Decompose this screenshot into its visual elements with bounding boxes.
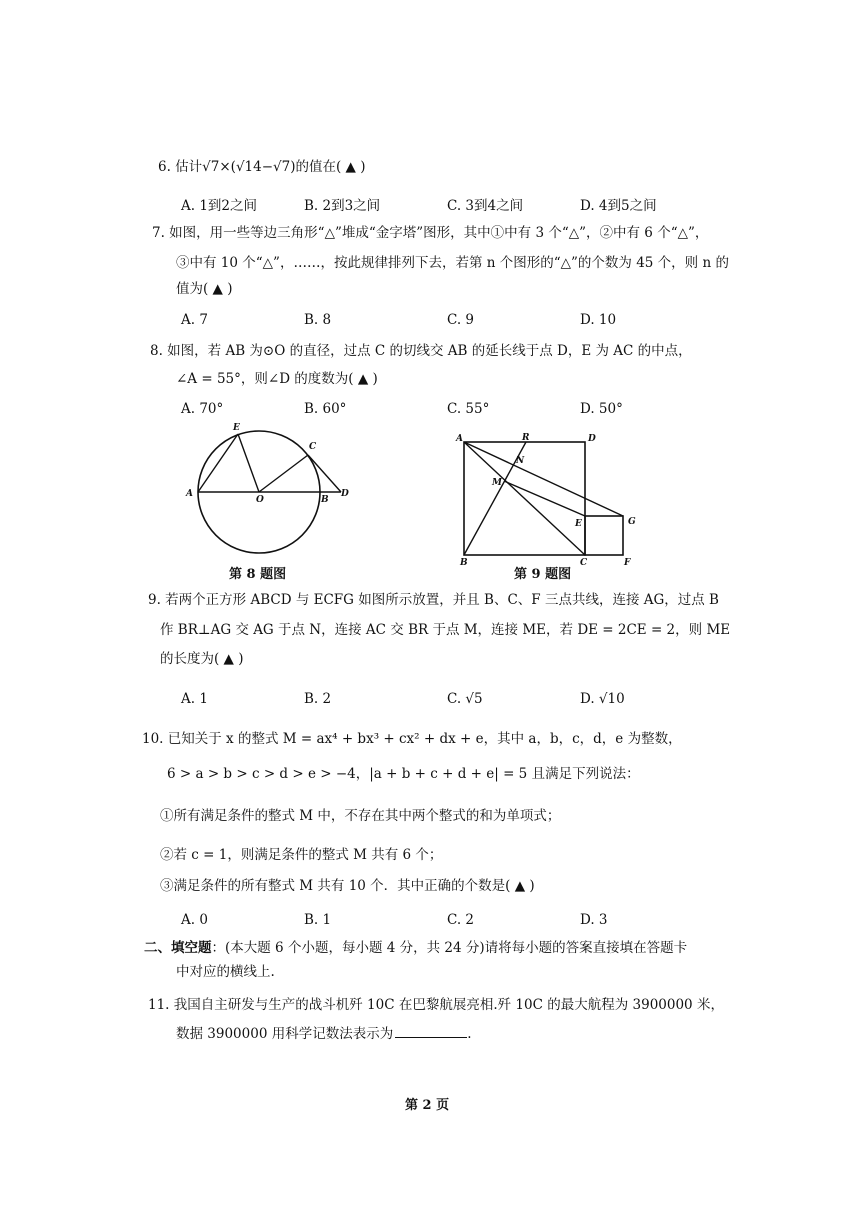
q10-option-d: D. 3 bbox=[580, 912, 608, 928]
line-me bbox=[504, 481, 585, 516]
q9-line-3: 的长度为( ▲ ) bbox=[160, 651, 244, 667]
q7-line-3: 值为( ▲ ) bbox=[176, 281, 233, 297]
label-r: R bbox=[522, 433, 530, 443]
q7-line-2: ③中有 10 个“△”，……，按此规律排列下去，若第 n 个图形的“△”的个数为 45 个，则 n 的 bbox=[176, 255, 729, 271]
q9-line-1: 9. 若两个正方形 ABCD 与 ECFG 如图所示放置，并且 B、C、F 三点共线，连接 AG，过点 B bbox=[148, 592, 719, 608]
radius-oe bbox=[238, 434, 259, 492]
label-m: M bbox=[492, 478, 502, 488]
q10-statement-3: ③满足条件的所有整式 M 共有 10 个．其中正确的个数是( ▲ ) bbox=[160, 878, 535, 894]
label-n: N bbox=[516, 456, 525, 466]
line-ag bbox=[464, 442, 623, 516]
section-2-title: 二、填空题 bbox=[144, 940, 212, 956]
section-2-instructions: ：(本大题 6 个小题，每小题 4 分，共 24 分)请将每小题的答案直接填在答题卡 bbox=[211, 940, 688, 956]
label-o: O bbox=[256, 495, 264, 505]
q8-line-2: ∠A = 55°，则∠D 的度数为( ▲ ) bbox=[176, 371, 378, 387]
q11-prompt: 数据 3900000 用科学记数法表示为 bbox=[176, 1026, 394, 1042]
label-g: G bbox=[628, 517, 636, 527]
figure-8-caption: 第 8 题图 bbox=[229, 567, 287, 582]
label-f: F bbox=[624, 558, 631, 568]
label-e: E bbox=[575, 519, 582, 529]
label-c: C bbox=[580, 558, 588, 568]
q10-option-c: C. 2 bbox=[447, 912, 475, 928]
q7-option-d: D. 10 bbox=[580, 312, 617, 328]
label-d: D bbox=[341, 489, 349, 499]
q6-stem: 6. 估计√7×(√14−√7)的值在( ▲ ) bbox=[158, 159, 366, 175]
q7-option-b: B. 8 bbox=[304, 312, 332, 328]
figure-9-caption: 第 9 题图 bbox=[514, 567, 572, 582]
q9-line-2: 作 BR⊥AG 交 AG 于点 N，连接 AC 交 BR 于点 M，连接 ME，若 DE = 2CE = 2，则 ME bbox=[160, 622, 731, 638]
tangent-cd bbox=[308, 455, 341, 492]
q7-line-1: 7. 如图，用一些等边三角形“△”堆成“金字塔”图形，其中①中有 3 个“△”，②中有 6 个“△”， bbox=[152, 225, 709, 241]
q11-line-2 bbox=[176, 1025, 472, 1043]
line-ac bbox=[464, 442, 585, 555]
q8-option-b: B. 60° bbox=[304, 401, 347, 417]
label-a: A bbox=[456, 434, 463, 444]
q7-option-a: A. 7 bbox=[181, 312, 208, 328]
figure-8-circle bbox=[178, 418, 368, 570]
q9-option-d: D. √10 bbox=[580, 691, 625, 707]
label-b: B bbox=[321, 495, 329, 505]
q10-line-1: 10. 已知关于 x 的整式 M = ax⁴ + bx³ + cx² + dx + e，其中 a，b，c，d，e 为整数， bbox=[142, 731, 682, 747]
label-b: B bbox=[460, 558, 468, 568]
q8-option-a: A. 70° bbox=[181, 401, 224, 417]
label-a: A bbox=[186, 489, 193, 499]
section-2-heading bbox=[144, 939, 687, 957]
q11-line-1: 11. 我国自主研发与生产的战斗机歼 10C 在巴黎航展亮相.歼 10C 的最大航程为 3900000 米， bbox=[148, 997, 724, 1013]
q6-option-a: A. 1到2之间 bbox=[181, 198, 258, 214]
page-number: 第 2 页 bbox=[405, 1098, 450, 1113]
label-e: E bbox=[233, 423, 240, 433]
q11-period: . bbox=[467, 1026, 472, 1042]
q10-option-b: B. 1 bbox=[304, 912, 332, 928]
section-2-line-2: 中对应的横线上. bbox=[176, 964, 275, 980]
q8-line-1: 8. 如图，若 AB 为⊙O 的直径，过点 C 的切线交 AB 的延长线于点 D，E 为 AC 的中点， bbox=[150, 343, 692, 359]
q8-option-c: C. 55° bbox=[447, 401, 490, 417]
q9-option-a: A. 1 bbox=[181, 691, 208, 707]
radius-oc bbox=[259, 455, 308, 492]
q8-option-d: D. 50° bbox=[580, 401, 623, 417]
q7-option-c: C. 9 bbox=[447, 312, 475, 328]
q6-option-c: C. 3到4之间 bbox=[447, 198, 524, 214]
q10-option-a: A. 0 bbox=[181, 912, 208, 928]
answer-blank bbox=[395, 1025, 467, 1038]
q9-option-c: C. √5 bbox=[447, 691, 483, 707]
figure-9-squares bbox=[450, 430, 650, 568]
label-c: C bbox=[309, 442, 317, 452]
square-ecfg bbox=[585, 516, 623, 555]
q10-statement-1: ①所有满足条件的整式 M 中，不存在其中两个整式的和为单项式； bbox=[160, 808, 561, 824]
q9-option-b: B. 2 bbox=[304, 691, 332, 707]
chord-ae bbox=[198, 434, 238, 492]
label-d: D bbox=[588, 434, 596, 444]
q6-option-d: D. 4到5之间 bbox=[580, 198, 657, 214]
q6-option-b: B. 2到3之间 bbox=[304, 198, 381, 214]
q10-statement-2: ②若 c = 1，则满足条件的整式 M 共有 6 个； bbox=[160, 847, 443, 863]
q10-line-2: 6 > a > b > c > d > e > −4，|a + b + c + d + e| = 5 且满足下列说法： bbox=[167, 766, 640, 782]
